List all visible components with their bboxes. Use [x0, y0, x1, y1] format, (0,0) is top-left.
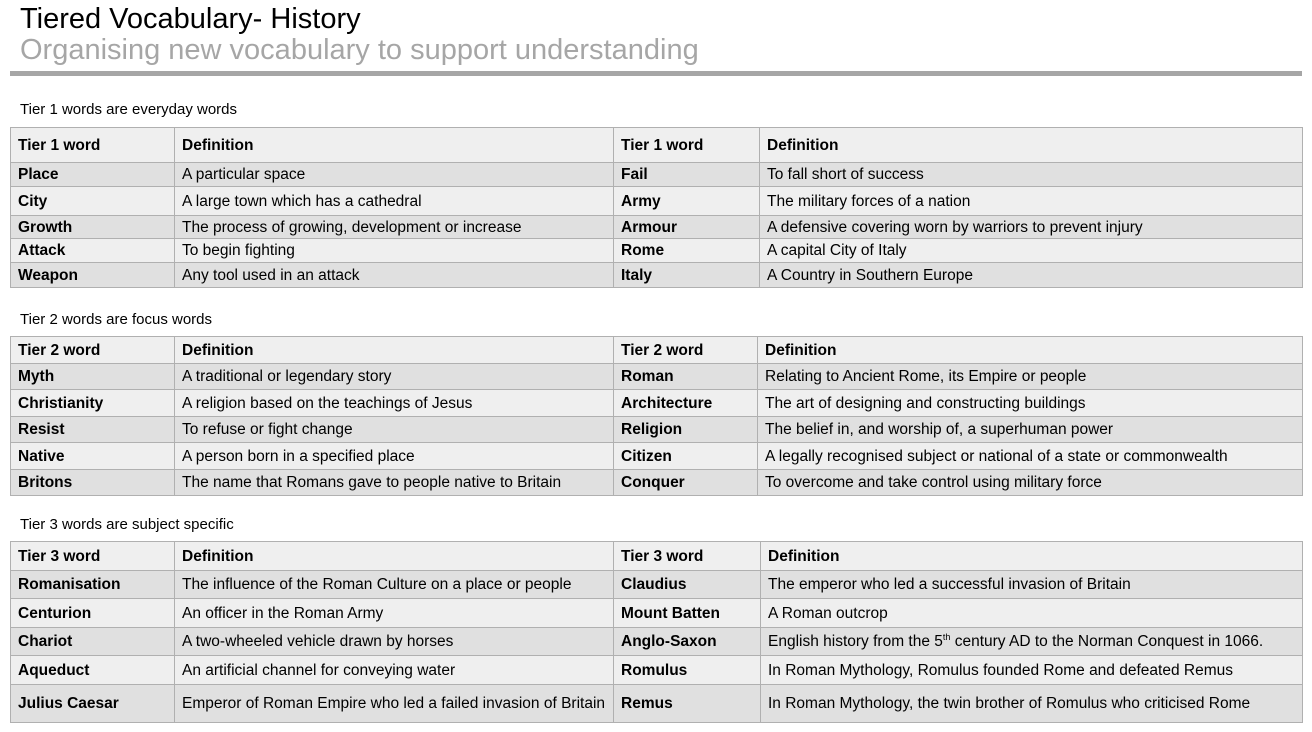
vocab-definition: A legally recognised subject or national of a state or commonwealth: [758, 443, 1303, 470]
column-header: Tier 1 word: [11, 128, 175, 163]
vocab-definition: An officer in the Roman Army: [175, 599, 614, 628]
table-row: [11, 685, 1303, 723]
table-row: [11, 163, 1303, 187]
vocab-word: Religion: [614, 417, 758, 443]
definition-text: English history from the 5: [768, 633, 943, 650]
table-row: [11, 571, 1303, 599]
column-header: Definition: [175, 542, 614, 571]
tier1-caption: Tier 1 words are everyday words: [20, 101, 238, 118]
vocab-word: Resist: [11, 417, 175, 443]
column-header: Definition: [760, 128, 1303, 163]
table-row: [11, 263, 1303, 288]
page-title: Tiered Vocabulary- History: [20, 3, 361, 35]
vocab-word: Growth: [11, 216, 175, 239]
vocab-word: Attack: [11, 239, 175, 263]
vocab-word: Citizen: [614, 443, 758, 470]
vocab-word: Fail: [614, 163, 760, 187]
table-header-row: [11, 542, 1303, 571]
tier2-caption: Tier 2 words are focus words: [20, 311, 213, 328]
tier3-caption: Tier 3 words are subject specific: [20, 516, 234, 533]
vocab-definition: A capital City of Italy: [760, 239, 1303, 263]
vocab-word: Romanisation: [11, 571, 175, 599]
table-header-row: [11, 337, 1303, 364]
vocab-definition: The belief in, and worship of, a superhuman power: [758, 417, 1303, 443]
column-header: Definition: [175, 337, 614, 364]
vocab-definition: In Roman Mythology, Romulus founded Rome and defeated Remus: [761, 656, 1303, 685]
vocab-word: Armour: [614, 216, 760, 239]
vocab-word: Britons: [11, 470, 175, 496]
vocab-word: Christianity: [11, 390, 175, 417]
vocab-word: Myth: [11, 364, 175, 390]
table-row: [11, 390, 1303, 417]
vocab-word: Claudius: [614, 571, 761, 599]
vocab-word: Place: [11, 163, 175, 187]
ordinal-suffix: th: [942, 632, 951, 642]
table-row: [11, 599, 1303, 628]
vocab-definition: A Country in Southern Europe: [760, 263, 1303, 288]
vocab-definition: Emperor of Roman Empire who led a failed invasion of Britain: [175, 685, 614, 723]
table-row: [11, 364, 1303, 390]
table-row: [11, 187, 1303, 216]
vocab-definition: To fall short of success: [760, 163, 1303, 187]
column-header: Tier 2 word: [11, 337, 175, 364]
vocab-definition: The art of designing and constructing buildings: [758, 390, 1303, 417]
table-row: [11, 417, 1303, 443]
vocab-word: Aqueduct: [11, 656, 175, 685]
vocab-definition: The influence of the Roman Culture on a place or people: [175, 571, 614, 599]
column-header: Definition: [175, 128, 614, 163]
vocab-definition: The process of growing, development or increase: [175, 216, 614, 239]
vocab-word: Remus: [614, 685, 761, 723]
vocab-word: Italy: [614, 263, 760, 288]
table-row: [11, 470, 1303, 496]
vocab-word: Army: [614, 187, 760, 216]
vocab-word: Roman: [614, 364, 758, 390]
vocab-definition: A Roman outcrop: [761, 599, 1303, 628]
vocab-definition: The emperor who led a successful invasion of Britain: [761, 571, 1303, 599]
vocab-definition: The military forces of a nation: [760, 187, 1303, 216]
vocab-definition: A religion based on the teachings of Jesus: [175, 390, 614, 417]
vocab-word: Mount Batten: [614, 599, 761, 628]
column-header: Definition: [761, 542, 1303, 571]
vocab-word: Native: [11, 443, 175, 470]
vocab-word: Rome: [614, 239, 760, 263]
definition-text: century AD to the Norman Conquest in 1066.: [950, 633, 1264, 650]
table-row: [11, 239, 1303, 263]
vocab-definition: [761, 628, 1303, 656]
tier3-table: [10, 541, 1303, 723]
vocab-word: Conquer: [614, 470, 758, 496]
header-divider: [10, 71, 1302, 76]
vocab-definition: An artificial channel for conveying water: [175, 656, 614, 685]
table-row: [11, 628, 1303, 656]
vocab-definition: In Roman Mythology, the twin brother of Romulus who criticised Rome: [761, 685, 1303, 723]
table-header-row: [11, 128, 1303, 163]
vocab-word: Chariot: [11, 628, 175, 656]
vocab-definition: Relating to Ancient Rome, its Empire or people: [758, 364, 1303, 390]
vocab-definition: A person born in a specified place: [175, 443, 614, 470]
table-row: [11, 216, 1303, 239]
vocab-definition: To begin fighting: [175, 239, 614, 263]
vocab-word: Weapon: [11, 263, 175, 288]
vocab-word: Architecture: [614, 390, 758, 417]
vocab-word: Julius Caesar: [11, 685, 175, 723]
page-subtitle: Organising new vocabulary to support understanding: [20, 34, 699, 66]
vocab-word: City: [11, 187, 175, 216]
tier2-table: [10, 336, 1303, 496]
vocab-definition: A two-wheeled vehicle drawn by horses: [175, 628, 614, 656]
tier1-table: [10, 127, 1303, 288]
vocab-definition: Any tool used in an attack: [175, 263, 614, 288]
column-header: Tier 2 word: [614, 337, 758, 364]
column-header: Tier 1 word: [614, 128, 760, 163]
vocab-definition: A large town which has a cathedral: [175, 187, 614, 216]
column-header: Tier 3 word: [614, 542, 761, 571]
vocab-word: Anglo-Saxon: [614, 628, 761, 656]
table-row: [11, 443, 1303, 470]
vocab-definition: To refuse or fight change: [175, 417, 614, 443]
vocab-definition: A defensive covering worn by warriors to prevent injury: [760, 216, 1303, 239]
vocab-word: Centurion: [11, 599, 175, 628]
column-header: Definition: [758, 337, 1303, 364]
table-row: [11, 656, 1303, 685]
vocab-definition: The name that Romans gave to people native to Britain: [175, 470, 614, 496]
column-header: Tier 3 word: [11, 542, 175, 571]
vocab-definition: To overcome and take control using military force: [758, 470, 1303, 496]
vocab-definition: A particular space: [175, 163, 614, 187]
vocab-word: Romulus: [614, 656, 761, 685]
vocab-definition: A traditional or legendary story: [175, 364, 614, 390]
